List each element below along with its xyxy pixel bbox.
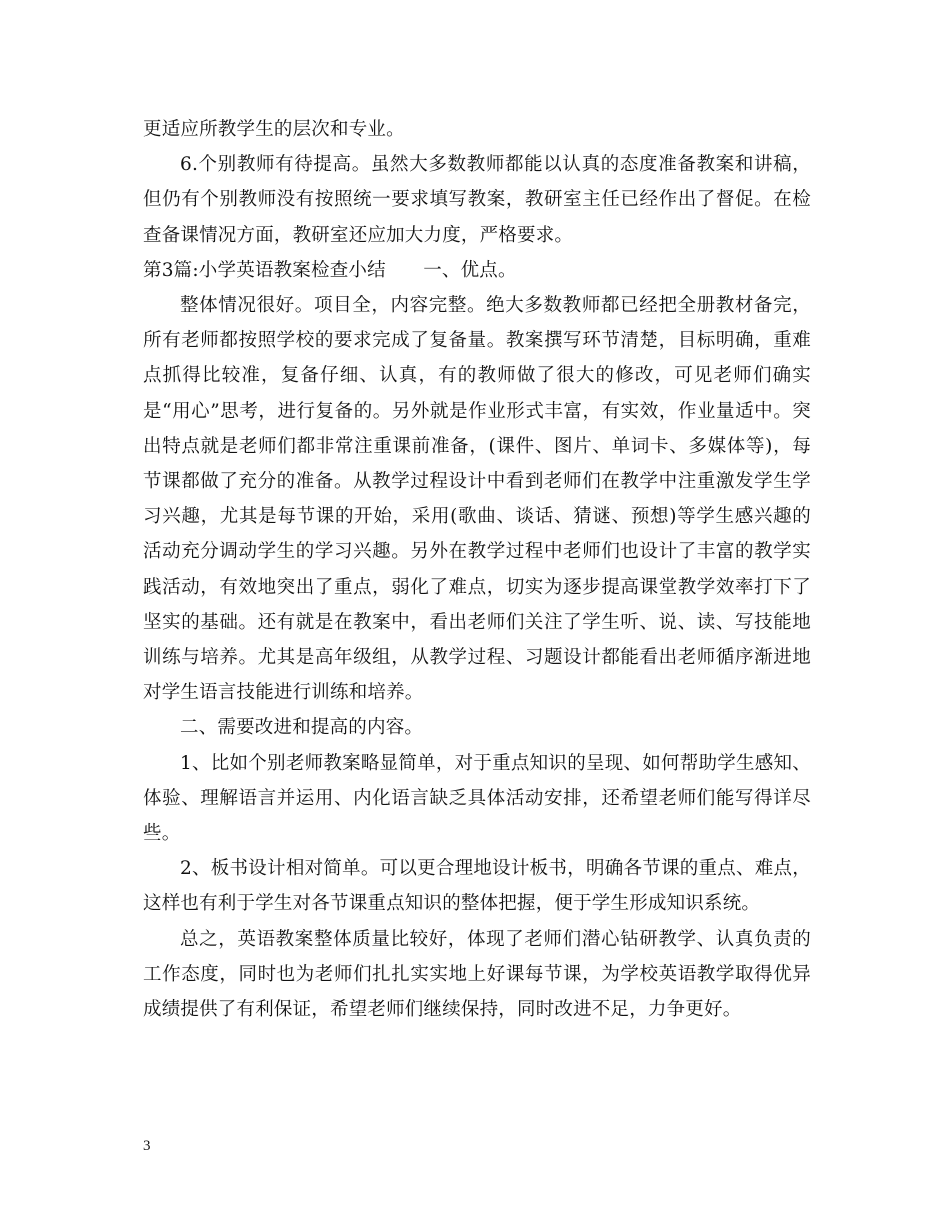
paragraph-strengths: 整体情况很好。项目全，内容完整。绝大多数教师都已经把全册教材备完，所有老师都按照学校的要求完成了复备量。教案撰写环节清楚，目标明确，重难点抓得比较准，复备仔细、认真，有的教师做了很大的修改，可见老师们确实是“用心”思考，进行复备的。另外就是作业形式丰富，有实效，作业量适中。突出特点就是老师们都非常注重课前准备，(课件、图片、单词卡、多媒体等)，每节课都做了充分的准备。从教学过程设计中看到老师们在教学中注重激发学生学习兴趣，尤其是每节课的开始，采用(歌曲、谈话、猜谜、预想)等学生感兴趣的活动充分调动学生的学习兴趣。另外在教学过程中老师们也设计了丰富的教学实践活动，有效地突出了重点，弱化了难点，切实为逐步提高课堂教学效率打下了坚实的基础。还有就是在教案中，看出老师们关注了学生听、说、读、写技能地训练与培养。尤其是高年级组，从教学过程、习题设计都能看出老师循序渐进地对学生语言技能进行训练和培养。 (143, 295, 811, 704)
section-heading-part-3: 第3篇:小学英语教案检查小结 一、优点。 (143, 259, 517, 281)
paragraph-improvement-1: 1、比如个别老师教案略显简单，对于重点知识的呈现、如何帮助学生感知、体验、理解语言并运用、内化语言缺乏具体活动安排，还希望老师们能写得详尽些。 (143, 752, 811, 845)
page-number: 3 (143, 1138, 151, 1154)
document-body (143, 112, 811, 1027)
paragraph-improvement-2: 2、板书设计相对简单。可以更合理地设计板书，明确各节课的重点、难点，这样也有利于学生对各节课重点知识的整体把握，便于学生形成知识系统。 (143, 858, 811, 915)
paragraph-conclusion: 总之，英语教案整体质量比较好，体现了老师们潜心钻研教学、认真负责的工作态度，同时也为老师们扎扎实实地上好课每节课，为学校英语教学取得优异成绩提供了有利保证，希望老师们继续保持，同时改进不足，力争更好。 (143, 928, 811, 1021)
paragraph-item-6: 6.个别教师有待提高。虽然大多数教师都能以认真的态度准备教案和讲稿，但仍有个别教师没有按照统一要求填写教案，教研室主任已经作出了督促。在检查备课情况方面，教研室还应加大力度，严格要求。 (143, 154, 811, 246)
paragraph-continuation: 更适应所教学生的层次和专业。 (143, 119, 405, 140)
subheading-improvements: 二、需要改进和提高的内容。 (180, 717, 424, 739)
